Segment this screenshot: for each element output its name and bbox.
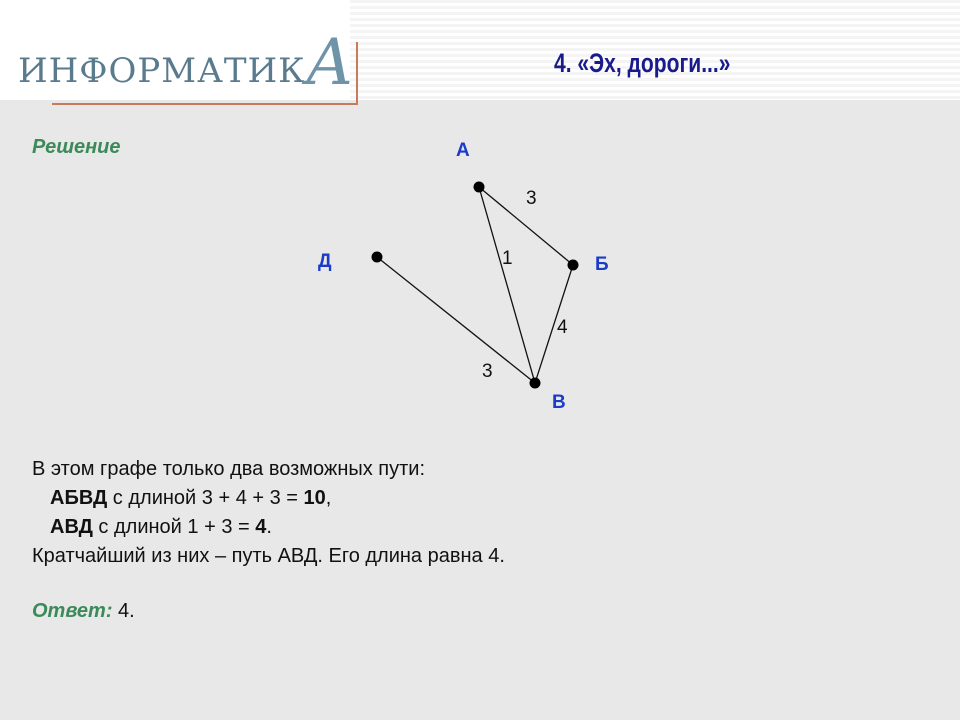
node-v-label: В [552, 392, 566, 413]
node-a-dot [474, 182, 485, 193]
solution-text [32, 455, 505, 571]
node-d-label: Д [318, 251, 332, 272]
path-2-end: . [266, 516, 272, 538]
path-2-name: АВД [50, 516, 93, 538]
slide-title: 4. «Эх, дороги...» [554, 48, 731, 78]
section-label: Решение [32, 136, 121, 158]
answer [32, 600, 135, 623]
solution-path-2 [32, 513, 505, 542]
solution-line-4: Кратчайший из них – путь АВД. Его длина равна 4. [32, 545, 505, 567]
logo-text: ИНФОРМАТИК [18, 51, 306, 91]
edge-b-v-weight: 4 [557, 317, 568, 338]
edge-d-v [377, 257, 535, 383]
node-v-dot [530, 378, 541, 389]
node-b-dot [568, 260, 579, 271]
node-a-label: А [456, 140, 470, 161]
path-1-text: с длиной 3 + 4 + 3 = [107, 487, 304, 509]
solution-line-1: В этом графе только два возможных пути: [32, 458, 426, 480]
edge-d-v-weight: 3 [482, 361, 493, 382]
answer-label: Ответ: [32, 600, 113, 622]
path-1-total: 10 [303, 487, 326, 509]
node-b-label: Б [595, 254, 609, 275]
edge-a-v-weight: 1 [502, 248, 513, 269]
logo-letter: А [305, 26, 354, 100]
path-2-text: с длиной 1 + 3 = [92, 516, 256, 538]
path-2-total: 4 [255, 516, 267, 538]
edge-a-v [479, 187, 535, 383]
answer-value: 4. [112, 600, 135, 622]
path-1-name: АБВД [50, 487, 108, 509]
path-1-end: , [325, 487, 332, 509]
edge-a-b-weight: 3 [526, 188, 537, 209]
node-d-dot [372, 252, 383, 263]
solution-path-1 [32, 484, 505, 513]
